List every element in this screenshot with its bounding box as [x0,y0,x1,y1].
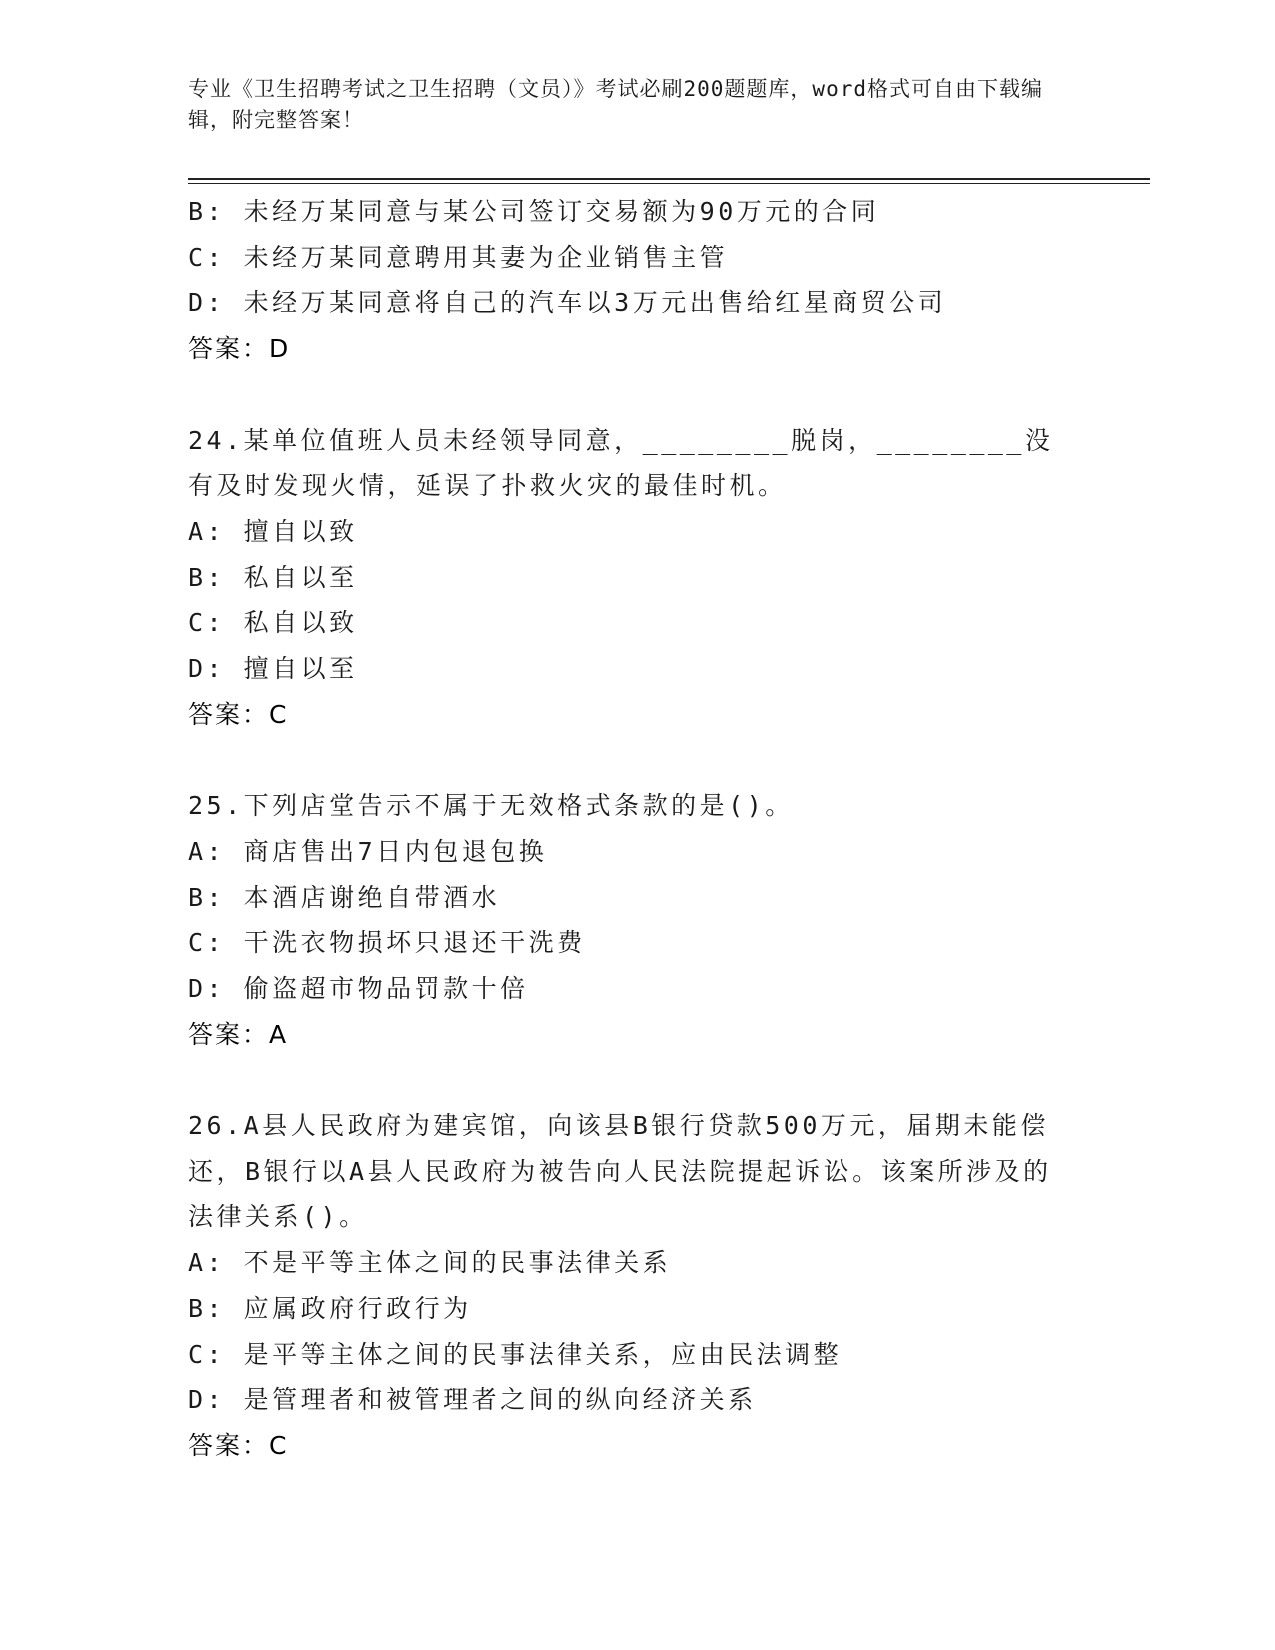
option-a: A: 擅自以致 [188,516,358,546]
spacer [188,372,1088,418]
option-d: D: 未经万某同意将自己的汽车以3万元出售给红星商贸公司 [188,288,947,318]
question-23-tail [188,189,1088,372]
option-d: D: 偷盗超市物品罚款十倍 [188,973,529,1003]
spacer [188,737,1088,783]
option-b: B: 应属政府行政行为 [188,1293,472,1323]
question-stem: 26.A县人民政府为建宾馆，向该县B银行贷款500万元，届期未能偿还，B银行以A县人民政府为被告向人民法院提起诉讼。该案所涉及的法律关系()。 [188,1111,1052,1232]
option-c: C: 干洗衣物损坏只退还干洗费 [188,928,586,958]
option-c: C: 是平等主体之间的民事法律关系，应由民法调整 [188,1339,843,1369]
option-b: B: 私自以至 [188,562,358,592]
answer: 答案：A [188,1019,289,1049]
question-stem: 24.某单位值班人员未经领导同意，________脱岗，________没有及时发现火情，延误了扑救火灾的最佳时机。 [188,425,1054,501]
question-list [188,189,1088,1469]
option-d: D: 是管理者和被管理者之间的纵向经济关系 [188,1385,757,1415]
spacer [188,1057,1088,1103]
answer: 答案：C [188,699,289,729]
question-24 [188,418,1088,738]
answer: 答案：D [188,334,291,364]
answer: 答案：C [188,1430,289,1460]
option-d: D: 擅自以至 [188,654,358,684]
document-header: 专业《卫生招聘考试之卫生招聘（文员）》考试必刷200题题库，word格式可自由下载编辑，附完整答案！ [188,77,1043,132]
option-b: B: 未经万某同意与某公司签订交易额为90万元的合同 [188,197,880,226]
option-a: A: 商店售出7日内包退包换 [188,836,548,866]
question-25 [188,783,1088,1057]
question-stem: 25.下列店堂告示不属于无效格式条款的是()。 [188,791,794,821]
option-c: C: 私自以致 [188,608,358,638]
option-c: C: 未经万某同意聘用其妻为企业销售主管 [188,242,729,272]
option-b: B: 本酒店谢绝自带酒水 [188,882,501,912]
header-divider-thin [188,183,1150,184]
option-a: A: 不是平等主体之间的民事法律关系 [188,1248,672,1278]
question-26 [188,1103,1088,1469]
header-divider-thick [188,178,1150,180]
